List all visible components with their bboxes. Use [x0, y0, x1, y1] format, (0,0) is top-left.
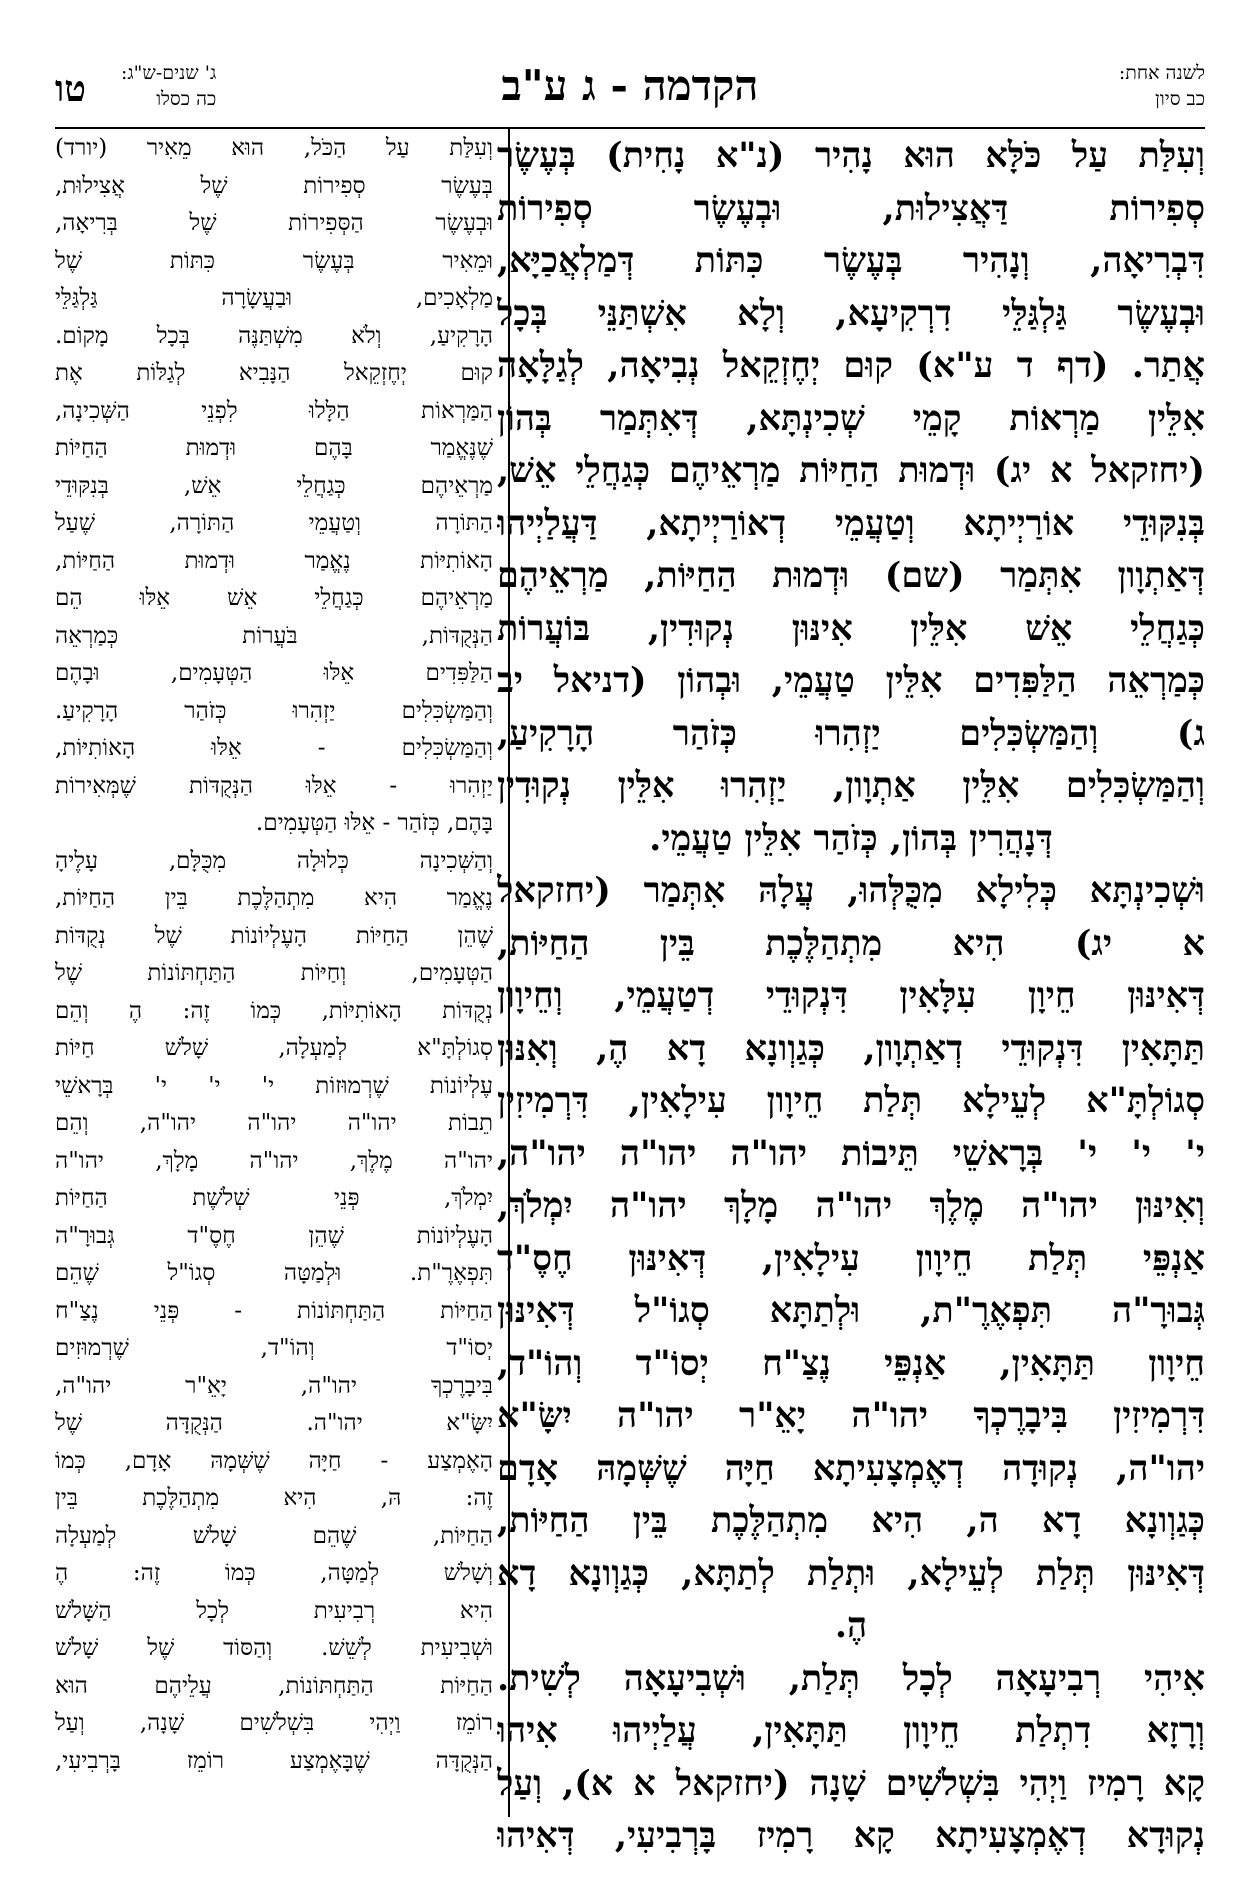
- translation-line: הַחַיּוֹת הַתַּחְתּוֹנוֹת - פְּנֵי נֶצַ"ח: [55, 1297, 493, 1324]
- translation-line: הִיא רְבִיעִית לְכָל הַשָּׁלֹשׁ: [55, 1597, 493, 1624]
- main-text-line: יהו"ה, נְקוּדָה דְאֶמְצָעִיתָא חַיָּה שֶׁשְּׁמָהּ אָדָם: [497, 1447, 1205, 1489]
- translation-line: הַלַּפִּדִים אֵלּוּ הַטְּעָמִים, וּבָהֶם: [55, 660, 493, 686]
- main-text-line: דִּרְמִיזִין בִּיבָרֶכְךָ יהו"ה יָאֵ"ר יהו"ה יִשָּׂ"א: [497, 1395, 1205, 1436]
- translation-line: בִּיבָרֶכְךָ יהו"ה, יָאֵ"ר יהו"ה,: [55, 1372, 493, 1399]
- schedule-three-years-date: כה כסלו: [156, 88, 217, 110]
- translation-line: וְהַמַּשְׂכִּלִים - אֵלּוּ הָאוֹתִיּוֹת,: [55, 735, 493, 761]
- main-text-line: דְּאִינּוּן תְּלַת לְעֵילָא, וּתְלַת לְתַתָּא, כְּגַוְונָא דָא: [497, 1552, 1205, 1594]
- running-header: [55, 60, 1205, 130]
- translation-line: זֶה: הּ, הִיא מִתְהַלֶּכֶת בֵּין: [55, 1485, 493, 1511]
- main-text-line: הֶ.: [834, 1605, 868, 1646]
- main-text-line: אַנְפֵּי תְּלַת חֵיוָון עִילָאִין, דְּאִינּוּן חֶסֶ"ד: [497, 1237, 1205, 1279]
- translation-line: הָעֶלְיוֹנוֹת שֶׁהֵן חֶסֶ"ד גְּבוּרָ"ה: [55, 1222, 493, 1249]
- translation-line: הַנְּקֻדָּה שֶׁבָּאֶמְצַע רוֹמֵז בָּרְבִיעִי,: [55, 1747, 493, 1774]
- main-text-line: וְאִינּוּן יהו"ה מֶלֶךְ יהו"ה מָלָךְ יהו"ה יִמְלֹךְ,: [497, 1185, 1205, 1226]
- main-text-line: (יחזקאל א יג) וּדְמוּת הַחַיּוֹת מַרְאֵיהֶם כְּגַחֲלֵי אֵשׁ,: [497, 450, 1205, 491]
- main-text-line: בְּנִקּוּדֵי אוֹרַיְיתָא וְטַעֲמֵי דְאוֹרַיְיתָא, דַּעֲלַיְיהוּ: [497, 502, 1205, 544]
- translation-line: מַרְאֵיהֶם כְּגַחֲלֵי אֵשׁ, בְּנִקּוּדֵי: [55, 472, 493, 499]
- main-text-line: כְּמַרְאֵה הַלַּפִּדִים אִלֵּין טַעֲמֵי, וּבְהוֹן (דניאל יב: [497, 660, 1205, 701]
- main-text-line: תַּתָּאִין דִּנְקוּדֵי דְאַתְוָון, כְּגַוְונָא דָא הֶ, וְאִנּוּן: [497, 1027, 1205, 1069]
- main-text-line: א יג) הִיא מִתְהַלֶּכֶת בֵּין הַחַיּוֹת,: [497, 922, 1205, 964]
- main-text-line: דְּאַתְוָון אִתְּמַר (שם) וּדְמוּת הַחַיּוֹת, מַרְאֵיהֶם: [497, 555, 1205, 596]
- translation-line: יהו"ה מֶלֶךְ, יהו"ה מָלָךְ, יהו"ה: [55, 1147, 493, 1174]
- translation-line: וְשָׁלֹשׁ לְמַטָּה, כְּמוֹ זֶה: הֶ: [55, 1560, 493, 1586]
- main-text-line: דְּנָהֲרִין בְּהוֹן, כְּזֹהַר אִלֵּין טַעֲמֵי.: [649, 817, 1053, 859]
- translation-line: הָאוֹתִיּוֹת נֶאֱמַר וּדְמוּת הַחַיּוֹת,: [55, 547, 493, 574]
- translation-line: הַחַיּוֹת, שֶׁהֵם שָׁלֹשׁ לְמַעְלָה: [55, 1522, 493, 1549]
- main-text-line: גְּבוּרָ"ה תִּפְאֶרֶ"ת, וּלְתַתָּא סְגוֹ"ל דְּאִינּוּן: [497, 1290, 1205, 1331]
- translation-line: וּבְעֶשֶׂר הַסְּפִירוֹת שֶׁל בְּרִיאָה,: [55, 210, 493, 236]
- translation-line: נְקֻדּוֹת הָאוֹתִיּוֹת, כְּמוֹ זֶה: הֶ וְהֵם: [55, 997, 493, 1024]
- translation-line: יְסוֹ"ד וְהוֹ"ד, שֶׁרְמוּזִים: [55, 1335, 493, 1361]
- main-text-line: קָא רָמִיז וַיְהִי בִּשְׁלֹשִׁים שָׁנָה (יחזקאל א א), וְעַל: [497, 1762, 1205, 1804]
- main-text-line: אִיהִי רְבִיעָאָה לְכָל תְּלַת, וּשְׁבִיעָאָה לְשִׁית.: [497, 1657, 1205, 1699]
- translation-line: מַלְאָכִים, וּבַעֲשָׂרָה גַּלְגַּלֵּי: [55, 285, 493, 311]
- main-text-line: דְּאִינּוּן חֵיוָן עִלָּאִין דִּנְקוּדֵי דְטַעֲמֵי, וְחֵיוָון: [497, 975, 1205, 1016]
- translation-line: בָּהֶם, כְּזֹהַר - אֵלּוּ הַטְּעָמִים.: [255, 810, 493, 836]
- page-title: הקדמה - ג ע"ב: [501, 61, 759, 110]
- translation-line: רוֹמֵז וַיְהִי בִּשְׁלֹשִׁים שָׁנָה, וְעַל: [55, 1710, 493, 1736]
- translation-line: תֵבוֹת יהו"ה יהו"ה יהו"ה, וְהֵם: [55, 1110, 493, 1136]
- main-text-line: וּשְׁכִינְתָּא כְּלִילָא מִכֻּלְּהוּ, עֲלָהּ אִתְּמַר (יחזקאל: [497, 870, 1205, 911]
- translation-line: עֶלְיוֹנוֹת שֶׁרְמוּזוֹת י' י' י' בְּרָאשֵׁי: [55, 1072, 493, 1099]
- main-text-line: כְּגַוְונָא דָא ה, הִיא מִתְהַלֶּכֶת בֵּין הַחַיּוֹת,: [497, 1500, 1205, 1541]
- translation-line: יִמְלֹךְ, פְּנֵי שְׁלֹשֶׁת הַחַיּוֹת: [55, 1185, 493, 1211]
- main-text-line: וְעִלַּת עַל כֹּלָּא הוּא נָהִיר (נ"א נָחִית) בְּעֶשֶׂר: [497, 135, 1205, 176]
- main-text-line: אִלֵּין מַרְאוֹת קָמֵי שְׁכִינְתָּא, דְּאִתְּמַר בְּהוֹן: [497, 397, 1205, 439]
- main-text-line: כְּגַחֲלֵי אֵשׁ אִלֵּין אִינּוּן נְקוּדִין, בּוֹעֲרוֹת: [497, 607, 1205, 649]
- translation-line: מַרְאֵיהֶם כְּגַחֲלֵי אֵשׁ אֵלּוּ הֵם: [55, 585, 493, 611]
- main-text-line: וְהַמַּשְׂכִּלִים אִלֵּין אַתְוָון, יַזְהִרוּ אִלֵּין נְקוּדִין: [497, 765, 1205, 806]
- translation-line: הַתּוֹרָה וְטַעֲמֵי הַתּוֹרָה, שֶׁעַל: [55, 510, 493, 536]
- translation-line: הַטְּעָמִים, וְחַיּוֹת הַתַּחְתּוֹנוֹת שֶׁל: [55, 960, 493, 986]
- translation-line: קוּם יְחֶזְקֵאל הַנָּבִיא לְגַלּוֹת אֶת: [55, 360, 493, 386]
- main-text-line: וְרָזָא דִתְלַת חֵיוָון תַּתָּאִין, עֲלַיְיהוּ אִיהוּ: [497, 1710, 1205, 1751]
- translation-line: וְהַשְּׁכִינָה כְּלוּלָה מִכֻּלָּם, עָלֶיהָ: [55, 847, 493, 874]
- translation-line: שֶׁנֶּאֱמַר בָּהֶם וּדְמוּת הַחַיּוֹת: [55, 435, 493, 461]
- translation-line: בְּעֶשֶׂר סְפִירוֹת שֶׁל אֲצִילוּת,: [55, 172, 493, 199]
- schedule-one-year-label: לשנה אחת:: [1118, 62, 1205, 84]
- translation-line: סְגוֹלְתָּ"א לְמַעְלָה, שָׁלֹשׁ חַיּוֹת: [55, 1035, 493, 1061]
- main-text-line: וּבְעֶשֶׂר גַּלְגַּלֵּי דִרְקִיעָא, וְלָא אִשְׁתַּנֵּי בְּכָל: [497, 292, 1205, 334]
- translation-line: יַזְהִרוּ - אֵלּוּ הַנְּקֻדּוֹת שֶׁמְּאִירוֹת: [55, 772, 493, 799]
- translation-line: הָאֶמְצַע - חַיָּה שֶׁשְּׁמָהּ אָדָם, כְּמוֹ: [55, 1447, 493, 1474]
- translation-column: [55, 130, 493, 1780]
- translation-line: וְהַמַּשְׂכִּלִים יַזְהִרוּ כְּזֹהַר הָרָקִיעַ.: [55, 697, 493, 724]
- translation-line: הַמַּרְאוֹת הַלָּלוּ לִפְנֵי הַשְּׁכִינָה,: [55, 397, 493, 424]
- page-number: טו: [55, 68, 86, 110]
- translation-line: שֶׁהֵן הַחַיּוֹת הָעֶלְיוֹנוֹת שֶׁל נְקֻדּוֹת: [55, 922, 493, 949]
- translation-line: וּמֵאִיר בְּעֶשֶׂר כִּתּוֹת שֶׁל: [55, 247, 493, 274]
- header-rule: [55, 127, 1205, 129]
- main-text-line: נְקוּדָא דְאֶמְצָעִיתָא קָא רָמִיז בָּרְבִיעִי, דְּאִיהוּ: [497, 1815, 1205, 1856]
- translation-line: הָרָקִיעַ, וְלֹא מִשְׁתַּנֶּה בְּכָל מָקוֹם.: [55, 322, 493, 349]
- main-text-line: דִּבְרִיאָה, וְנָהִיר בְּעֶשֶׂר כִּתּוֹת דְּמַלְאֲכַיָּא,: [497, 240, 1205, 281]
- translation-line: וּשְׁבִיעִית לְשֵׁשׁ. וְהַסּוֹד שֶׁל שָׁלֹשׁ: [55, 1635, 493, 1661]
- schedule-three-years: [121, 60, 216, 112]
- main-text-line: סְפִירוֹת דַּאֲצִילוּת, וּבְעֶשֶׂר סְפִירוֹת: [497, 187, 1205, 229]
- translation-line: יִשָּׂ"א יהו"ה. הַנְּקֻדָּה שֶׁל: [55, 1410, 493, 1436]
- translation-line: תִּפְאֶרֶ"ת. וּלְמַטָּה סְגוֹ"ל שֶׁהֵם: [55, 1260, 493, 1286]
- translation-line: הַחַיּוֹת הַתַּחְתּוֹנוֹת, עֲלֵיהֶם הוּא: [55, 1672, 493, 1699]
- main-text-line: חֵיוָון תַּתָּאִין, אַנְפֵּי נֶצַ"ח יְסוֹ"ד וְהוֹ"ד,: [497, 1342, 1205, 1384]
- main-text-line: ג) וְהַמַּשְׂכִּלִים יַזְהִרוּ כְּזֹהַר הָרָקִיעַ,: [497, 712, 1205, 754]
- translation-line: וְעִלַּת עַל הַכֹּל, הוּא מֵאִיר (יורד): [55, 135, 493, 161]
- schedule-three-years-label: ג' שנים-ש"ג:: [121, 62, 217, 84]
- main-text-line: סְגוֹלְתָּ"א לְעֵילָא תְּלַת חֵיוָון עִילָאִין, דִּרְמִיזִין: [497, 1080, 1205, 1121]
- translation-line: הַנְּקֻדּוֹת, בֹּעֲרוֹת כְּמַרְאֵה: [55, 622, 493, 649]
- translation-line: נֶאֱמַר הִיא מִתְהַלֶּכֶת בֵּין הַחַיּוֹת,: [55, 885, 493, 911]
- schedule-one-year-date: כב סיון: [1155, 88, 1205, 110]
- main-text-line: אֲתַר. (דף ד ע"א) קוּם יְחֶזְקֵאל נְבִיאָה, לְגַלָּאָה: [497, 345, 1205, 386]
- main-text-column: [497, 130, 1205, 1863]
- main-text-line: י' י' י' בְּרָאשֵׁי תֵּיבוֹת יהו"ה יהו"ה יהו"ה,: [497, 1132, 1205, 1174]
